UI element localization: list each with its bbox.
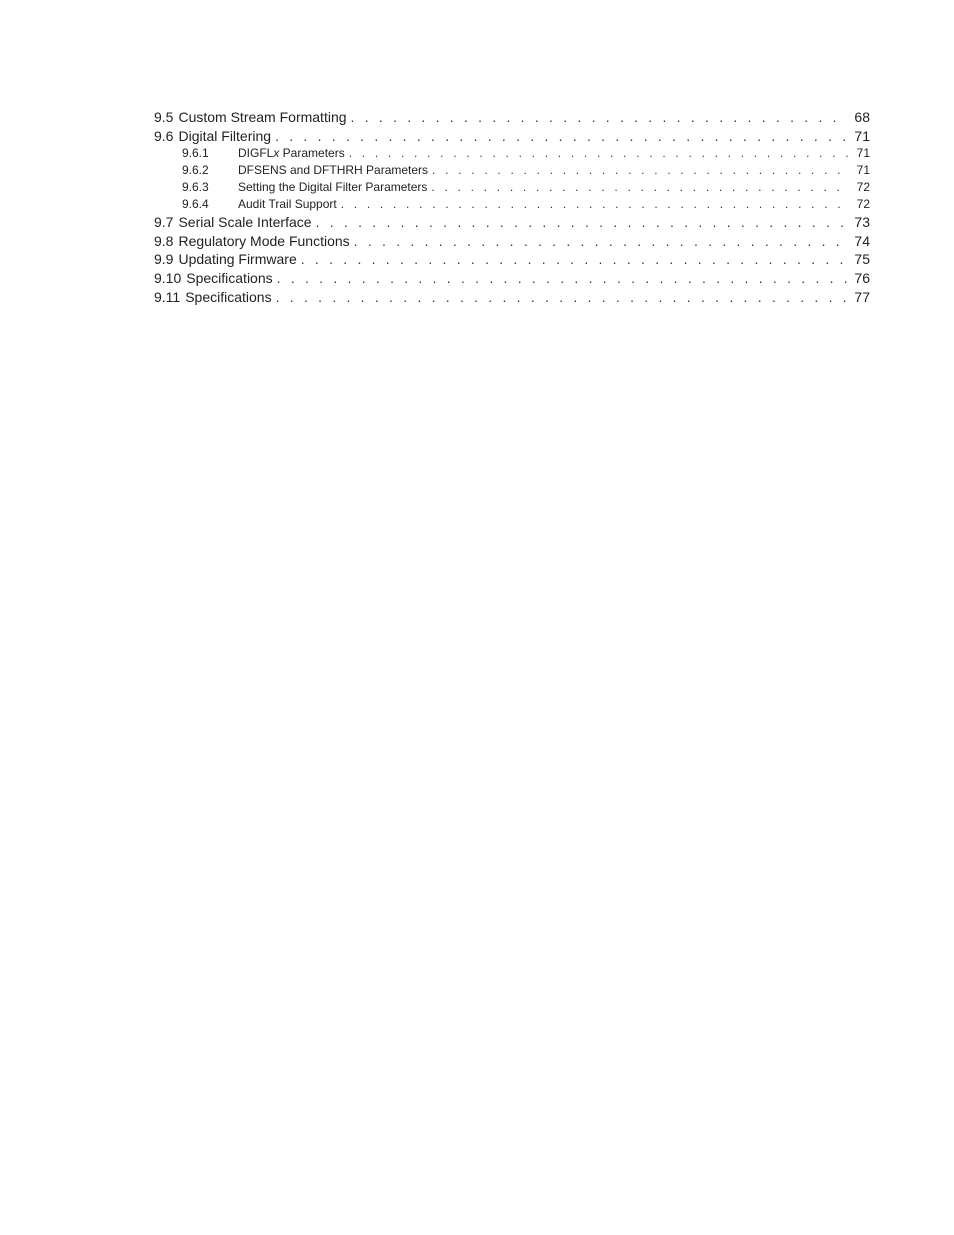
section-title <box>238 145 345 162</box>
dot-leader <box>276 288 848 307</box>
section-title: Audit Trail Support <box>238 197 337 212</box>
toc-entry-9-6-4[interactable] <box>154 196 870 213</box>
toc-entry-9-6[interactable] <box>154 127 870 146</box>
section-title: Specifications <box>186 269 273 286</box>
dot-leader <box>432 162 850 179</box>
page-number: 76 <box>854 269 870 286</box>
toc-entry-9-6-2[interactable] <box>154 162 870 179</box>
dot-leader <box>277 269 848 288</box>
dot-leader <box>431 179 850 196</box>
toc-entry-9-6-1[interactable] <box>154 145 870 162</box>
section-title: Updating Firmware <box>178 251 297 268</box>
toc-entry-9-8[interactable] <box>154 232 870 251</box>
section-title-italic: x <box>273 146 280 161</box>
dot-leader <box>349 145 850 162</box>
section-number: 9.6.3 <box>182 180 209 195</box>
page-number: 73 <box>854 214 870 231</box>
dot-leader <box>351 108 848 127</box>
page-number: 72 <box>856 197 870 212</box>
dot-leader <box>341 196 850 213</box>
section-number: 9.9 <box>154 251 174 268</box>
section-title-prefix: DIGFL <box>238 146 274 161</box>
table-of-contents <box>154 108 870 306</box>
page-number: 71 <box>854 127 870 144</box>
page-number: 75 <box>854 251 870 268</box>
section-number: 9.7 <box>154 214 174 231</box>
toc-entry-9-6-3[interactable] <box>154 179 870 196</box>
section-title: Regulatory Mode Functions <box>178 232 350 249</box>
page-number: 74 <box>854 232 870 249</box>
page-number: 72 <box>856 180 870 195</box>
section-title: Specifications <box>185 288 272 305</box>
dot-leader <box>316 213 848 232</box>
section-title-suffix: Parameters <box>279 146 345 161</box>
toc-entry-9-5[interactable] <box>154 108 870 127</box>
page-number: 71 <box>856 146 870 161</box>
toc-entry-9-9[interactable] <box>154 250 870 269</box>
section-title: Setting the Digital Filter Parameters <box>238 180 428 195</box>
section-number: 9.6 <box>154 127 174 144</box>
toc-entry-9-10[interactable] <box>154 269 870 288</box>
section-number: 9.5 <box>154 109 174 125</box>
section-title: Custom Stream Formatting <box>178 109 347 125</box>
section-title: DFSENS and DFTHRH Parameters <box>238 163 429 178</box>
toc-entry-9-11[interactable] <box>154 288 870 307</box>
section-number: 9.6.4 <box>182 197 209 212</box>
section-number: 9.10 <box>154 269 182 286</box>
section-number: 9.8 <box>154 232 174 249</box>
section-title: Serial Scale Interface <box>178 214 312 231</box>
page-number: 68 <box>854 109 870 125</box>
section-number: 9.6.2 <box>182 163 209 178</box>
section-title: Digital Filtering <box>178 127 272 144</box>
dot-leader <box>301 250 848 269</box>
section-number: 9.11 <box>154 288 181 305</box>
dot-leader <box>354 232 848 251</box>
toc-entry-9-7[interactable] <box>154 213 870 232</box>
page-number: 77 <box>854 288 870 305</box>
section-number: 9.6.1 <box>182 146 209 161</box>
page-number: 71 <box>856 163 870 178</box>
dot-leader <box>275 127 848 146</box>
